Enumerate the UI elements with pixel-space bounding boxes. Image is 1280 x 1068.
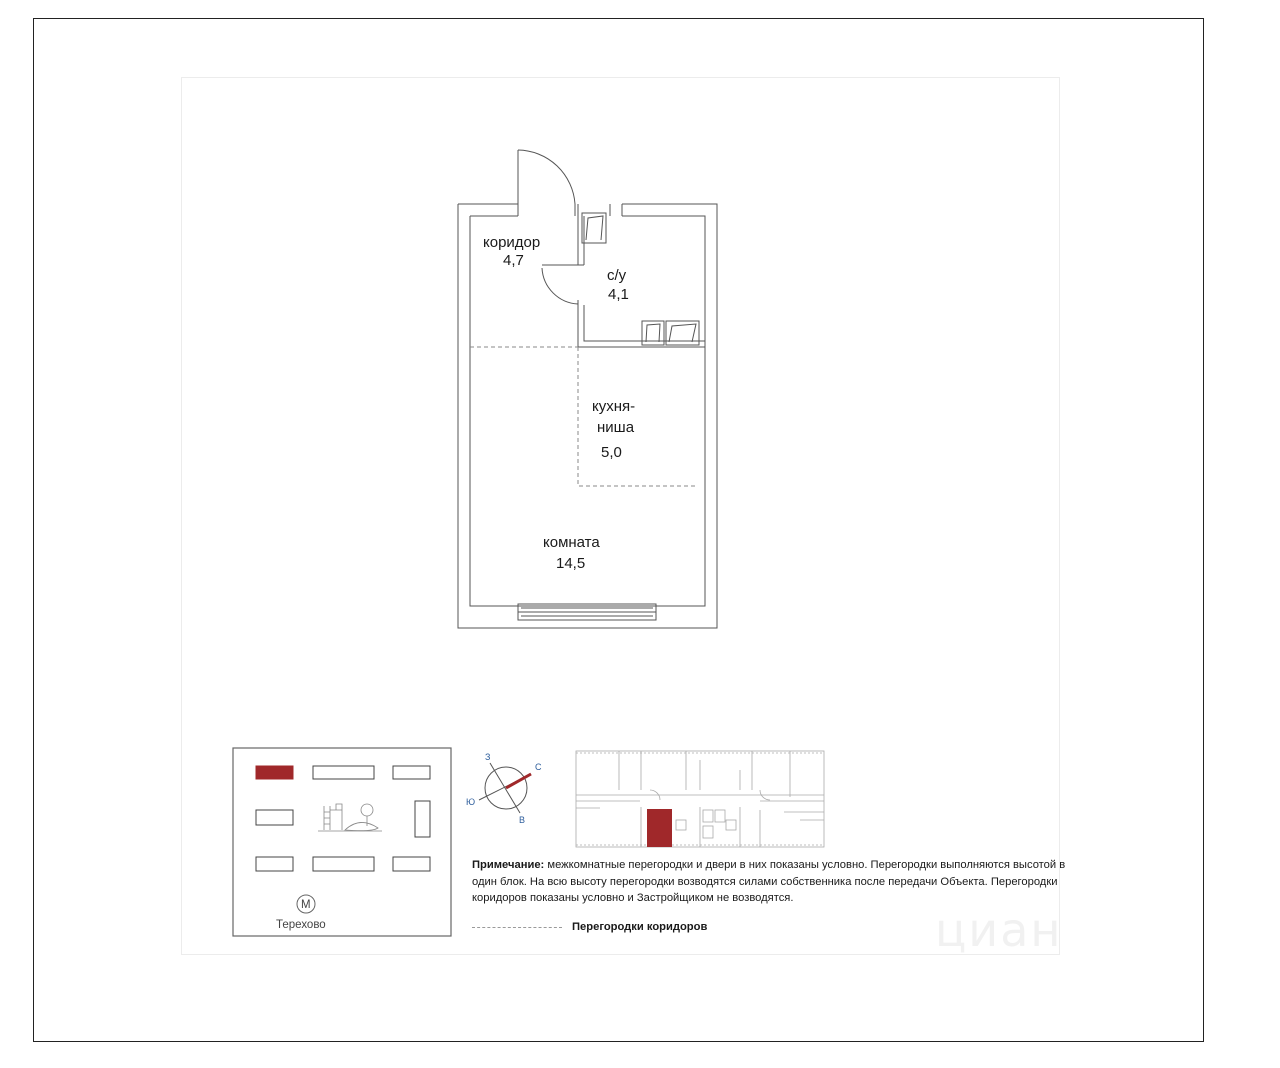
plan-note: [472, 857, 1072, 907]
room-kitchen-area: 5,0: [601, 444, 622, 461]
playground-icon: [318, 804, 382, 831]
legend-dashed-line: [472, 927, 562, 928]
compass-n: С: [535, 762, 542, 772]
metro-symbol: М: [301, 899, 311, 911]
watermark: циан: [935, 903, 1063, 957]
floor-key-plan: [576, 751, 824, 847]
site-highlight-building: [256, 766, 293, 779]
legend-label: Перегородки коридоров: [572, 921, 708, 933]
metro-station-name: Терехово: [276, 919, 326, 931]
site-plan: [233, 748, 451, 936]
compass-s: Ю: [466, 797, 476, 807]
room-main-area: 14,5: [556, 555, 586, 572]
room-bathroom-area: 4,1: [608, 286, 629, 303]
room-corridor-area: 4,7: [503, 252, 524, 269]
compass-w: З: [485, 752, 491, 762]
compass-e: В: [519, 815, 526, 825]
room-main-name: комната: [543, 534, 600, 551]
room-bathroom-name: с/у: [607, 267, 627, 284]
room-corridor-name: коридор: [483, 234, 541, 251]
compass: [466, 752, 542, 825]
key-plan-apartment-highlight: [647, 809, 672, 847]
legend-corridor-partitions: [472, 919, 707, 935]
room-kitchen-name-line2: ниша: [597, 419, 635, 436]
room-kitchen-name-line1: кухня-: [592, 398, 636, 415]
plan-note-label: Примечание:: [472, 859, 545, 871]
plan-note-text: межкомнатные перегородки и двери в них показаны условно. Перегородки выполняются высотой в один блок. На всю высоту перегородки возводятся силами собственника после передачи Объекта. Перегородки коридоров показаны условно и Застройщиком не возводятся.: [472, 859, 1066, 904]
